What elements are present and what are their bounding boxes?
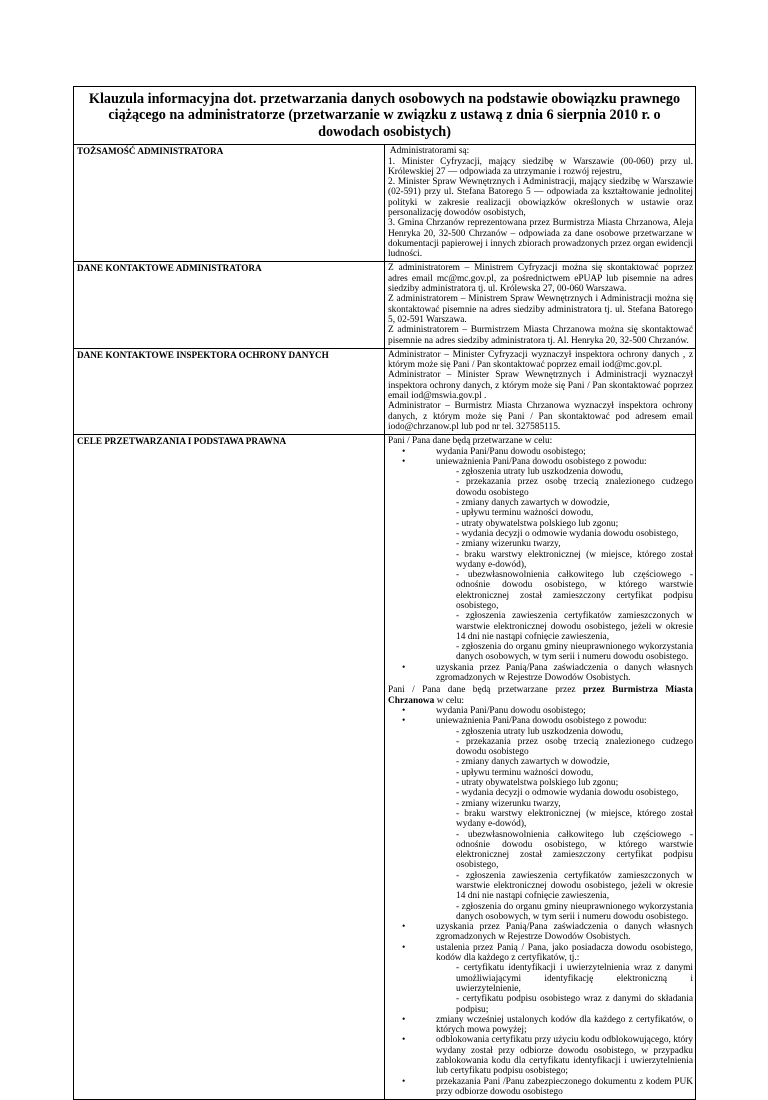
information-clause-table bbox=[73, 86, 696, 1100]
row-label: DANE KONTAKTOWE INSPEKTORA OCHRONY DANYCH bbox=[74, 348, 385, 434]
title-row bbox=[74, 87, 696, 145]
sub-item: - wydania decyzji o odmowie wydania dowodu osobistego, bbox=[456, 788, 679, 799]
document-page bbox=[73, 86, 696, 1100]
row-dpo-contact bbox=[74, 348, 696, 434]
sub-list bbox=[436, 963, 693, 1014]
text-line: Z administratorem – Ministrem Cyfryzacji można się skontaktować poprzez adres email mc@mc.gov.pl, za pośrednictwem ePUAP lub pisemnie na adres siedziby administratora tj. ul. Królewska 27, 00-060 Warszawa. bbox=[388, 263, 693, 295]
list-item: • unieważnienia Pani/Pana dowodu osobistego z powodu: - zgłoszenia utraty lub uszkodzenia dowodu, - przekazania przez osobę trzecią znalezionego cudzego dowodu osobistego - zmiany danych zawartych w dowodzie, - upływu terminu ważności dowodu, - utraty obywatelstwa polskiego lub zgonu; - wydania decyzji o odmowie wydania dowodu osobistego, - zmiany wizerunku twarzy, - braku warstwy elektronicznej (w miejsce, którego został wydany e-dowód), - ubezwłasnowolnienia całkowitego lub częściowego - odnośnie dowodu osobistego, w którego warstwie elektronicznej został zamieszczony certyfikat podpisu osobistego, - zgłoszenia zawieszenia certyfikatów zamieszczonych w warstwie elektronicznej dowodu osobistego, jeżeli w okresie 14 dni nie nastąpi cofnięcie zawieszenia, - zgłoszenia do organu gminy nieuprawnionego wykorzystania danych osobowych, w tym serii i numeru dowodu osobistego. bbox=[436, 716, 693, 922]
row-value bbox=[385, 262, 696, 348]
sub-item: - zgłoszenia utraty lub uszkodzenia dowodu, bbox=[456, 726, 624, 737]
section-intro: Pani / Pana dane będą przetwarzane w celu: bbox=[388, 436, 553, 447]
list-item: • wydania Pani/Panu dowodu osobistego; bbox=[436, 706, 693, 716]
sub-item: - zmiany wizerunku twarzy, bbox=[456, 798, 561, 809]
text-line: Administrator – Burmistrz Miasta Chrzanowa wyznaczył inspektora ochrony danych, z którym może się Pani / Pan skontaktować pod adresem email iodo@chrzanow.pl lub pod nr tel. 327585115. bbox=[388, 401, 693, 432]
sub-item: - zgłoszenia do organu gminy nieuprawnionego wykorzystania danych osobowych, w tym serii i numeru dowodu osobistego. bbox=[456, 642, 693, 663]
sub-item: - zmiany danych zawartych w dowodzie, bbox=[456, 757, 610, 768]
sub-item: - utraty obywatelstwa polskiego lub zgonu; bbox=[456, 778, 619, 789]
row-value bbox=[385, 348, 696, 434]
text-line: 1. Minister Cyfryzacji, mający siedzibę w Warszawie (00-060) przy ul. Królewskiej 27 — odpowiada za utrzymanie i rozwój rejestru, bbox=[388, 156, 693, 177]
sub-item: - braku warstwy elektronicznej (w miejsce, którego został wydany e-dowód), bbox=[456, 549, 693, 570]
sub-item: - zgłoszenia do organu gminy nieuprawnionego wykorzystania danych osobowych, w tym serii i numeru dowodu osobistego. bbox=[456, 901, 693, 922]
list-item: • zmiany wcześniej ustalonych kodów dla każdego z certyfikatów, o których mowa powyżej; bbox=[436, 1015, 693, 1036]
bullet-list bbox=[388, 706, 693, 1097]
list-item: • uzyskania przez Panią/Pana zaświadczenia o danych własnych zgromadzonych w Rejestrze Dowodów Osobistych. bbox=[436, 922, 693, 943]
list-item: • wydania Pani/Panu dowodu osobistego; bbox=[436, 447, 693, 457]
list-item: • ustalenia przez Panią / Pana, jako posiadacza dowodu osobistego, kodów dla każdego z certyfikatów, tj.: - certyfikatu identyfikacji i uwierzytelnienia wraz z danymi umożliwiającymi identyfikację elektroniczną i uwierzytelnienie, - certyfikatu podpisu osobistego wraz z danymi do składania podpisu; bbox=[436, 943, 693, 1015]
bullet-list bbox=[388, 447, 693, 684]
row-label: DANE KONTAKTOWE ADMINISTRATORA bbox=[74, 262, 385, 348]
sub-item: - zgłoszenia zawieszenia certyfikatów zamieszczonych w warstwie elektronicznej dowodu osobistego, jeżeli w okresie 14 dni nie nastąpi cofnięcie zawieszenia, bbox=[456, 611, 693, 642]
sub-item: - upływu terminu ważności dowodu, bbox=[456, 508, 594, 519]
sub-item: - wydania decyzji o odmowie wydania dowodu osobistego, bbox=[456, 528, 679, 539]
text-line: Administratorami są: bbox=[388, 146, 470, 157]
list-item: • unieważnienia Pani/Pana dowodu osobistego z powodu: - zgłoszenia utraty lub uszkodzenia dowodu, - przekazania przez osobę trzecią znalezionego cudzego dowodu osobistego - zmiany danych zawartych w dowodzie, - upływu terminu ważności dowodu, - utraty obywatelstwa polskiego lub zgonu; - wydania decyzji o odmowie wydania dowodu osobistego, - zmiany wizerunku twarzy, - braku warstwy elektronicznej (w miejsce, którego został wydany e-dowód), - ubezwłasnowolnienia całkowitego lub częściowego - odnośnie dowodu osobistego, w którego warstwie elektronicznej został zamieszczony certyfikat podpisu osobistego, - zgłoszenia zawieszenia certyfikatów zamieszczonych w warstwie elektronicznej dowodu osobistego, jeżeli w okresie 14 dni nie nastąpi cofnięcie zawieszenia, - zgłoszenia do organu gminy nieuprawnionego wykorzystania danych osobowych, w tym serii i numeru dowodu osobistego. bbox=[436, 457, 693, 663]
list-item: • odblokowania certyfikatu przy użyciu kodu odblokowującego, który wydany został przy odbiorze dowodu osobistego, w przypadku zablokowania kodu dla certyfikatu identyfikacji i uwierzytelnienia lub certyfikatu podpisu osobistego; bbox=[436, 1035, 693, 1076]
sub-item: - certyfikatu podpisu osobistego wraz z danymi do składania podpisu; bbox=[456, 994, 693, 1015]
text-line: Z administratorem – Burmistrzem Miasta Chrzanowa można się skontaktować pisemnie na adres siedziby administratora tj. Al. Henryka 20, 32-500 Chrzanów. bbox=[388, 325, 693, 346]
sub-item: - zmiany danych zawartych w dowodzie, bbox=[456, 498, 610, 509]
document-title: Klauzula informacyjna dot. przetwarzania danych osobowych na podstawie obowiązku prawnego ciążącego na administratorze (przetwarzanie w związku z ustawą z dnia 6 sierpnia 2010 r. o dowodach osobistych) bbox=[74, 87, 696, 145]
sub-item: - zgłoszenia utraty lub uszkodzenia dowodu, bbox=[456, 467, 624, 478]
sub-item: - ubezwłasnowolnienia całkowitego lub częściowego - odnośnie dowodu osobistego, w którego warstwie elektronicznej został zamieszczony certyfikat podpisu osobistego, bbox=[456, 829, 693, 871]
sub-item: - zgłoszenia zawieszenia certyfikatów zamieszczonych w warstwie elektronicznej dowodu osobistego, jeżeli w okresie 14 dni nie nastąpi cofnięcie zawieszenia, bbox=[456, 870, 693, 902]
list-item: • uzyskania przez Panią/Pana zaświadczenia o danych własnych zgromadzonych w Rejestrze Dowodów Osobistych. bbox=[436, 663, 693, 684]
sub-item: - ubezwłasnowolnienia całkowitego lub częściowego - odnośnie dowodu osobistego, w którego warstwie elektronicznej został zamieszczony certyfikat podpisu osobistego, bbox=[456, 570, 693, 611]
row-value bbox=[385, 435, 696, 1100]
row-purposes bbox=[74, 435, 696, 1100]
sub-item: - braku warstwy elektronicznej (w miejsce, którego został wydany e-dowód), bbox=[456, 808, 693, 830]
text-line: Administrator – Minister Spraw Wewnętrznych i Administracji wyznaczył inspektora ochrony danych, z którym może się Pani / Pan skontaktować poprzez email iod@mswia.gov.pl . bbox=[388, 370, 693, 402]
sub-item: - przekazania przez osobę trzecią znalezionego cudzego dowodu osobistego bbox=[456, 477, 693, 498]
sub-item: - certyfikatu identyfikacji i uwierzytelnienia wraz z danymi umożliwiającymi identyfikację elektroniczną i uwierzytelnienie, bbox=[456, 963, 693, 994]
row-administrator-contact bbox=[74, 262, 696, 348]
row-administrator-identity bbox=[74, 145, 696, 262]
section-intro: Pani / Pana dane będą przetwarzane przez przez Burmistrza Miasta Chrzanowa w celu: bbox=[388, 685, 693, 706]
sub-list bbox=[436, 727, 693, 923]
sub-list bbox=[436, 467, 693, 663]
sub-item: - upływu terminu ważności dowodu, bbox=[456, 767, 594, 778]
text-line: 2. Minister Spraw Wewnętrznych i Administracji, mający siedzibę w Warszawie (02-591) przy ul. Stefana Batorego 5 — odpowiada za kształtowanie jednolitej polityki w zakresie realizacji obowiązków określonych w ustawie oraz personalizację dowodów osobistych, bbox=[388, 177, 693, 218]
text-line: Administrator – Minister Cyfryzacji wyznaczył inspektora ochrony danych , z którym może się Pani / Pan skontaktować poprzez email iod@mc.gov.pl. bbox=[388, 349, 693, 371]
row-label: TOŻSAMOŚĆ ADMINISTRATORA bbox=[74, 145, 385, 262]
sub-item: - przekazania przez osobę trzecią znalezionego cudzego dowodu osobistego bbox=[456, 736, 693, 758]
row-value bbox=[385, 145, 696, 262]
sub-item: - zmiany wizerunku twarzy, bbox=[456, 539, 561, 550]
list-item: • przekazania Pani /Panu zabezpieczonego dokumentu z kodem PUK przy odbiorze dowodu osobistego bbox=[436, 1077, 693, 1098]
sub-item: - utraty obywatelstwa polskiego lub zgonu; bbox=[456, 518, 619, 529]
text-line: Z administratorem – Ministrem Spraw Wewnętrznych i Administracji można się skontaktować pisemnie na adres siedziby administratora tj. ul. Stefana Batorego 5, 02-591 Warszawa. bbox=[388, 294, 693, 325]
row-label: CELE PRZETWARZANIA I PODSTAWA PRAWNA bbox=[74, 435, 385, 1100]
text-line: 3. Gmina Chrzanów reprezentowana przez Burmistrza Miasta Chrzanowa, Aleja Henryka 20, 32-500 Chrzanów – odpowiada za dane osobowe przetwarzane w dokumentacji papierowej i innych zbiorach prowadzonych przez organ ewidencji ludności. bbox=[388, 218, 693, 260]
